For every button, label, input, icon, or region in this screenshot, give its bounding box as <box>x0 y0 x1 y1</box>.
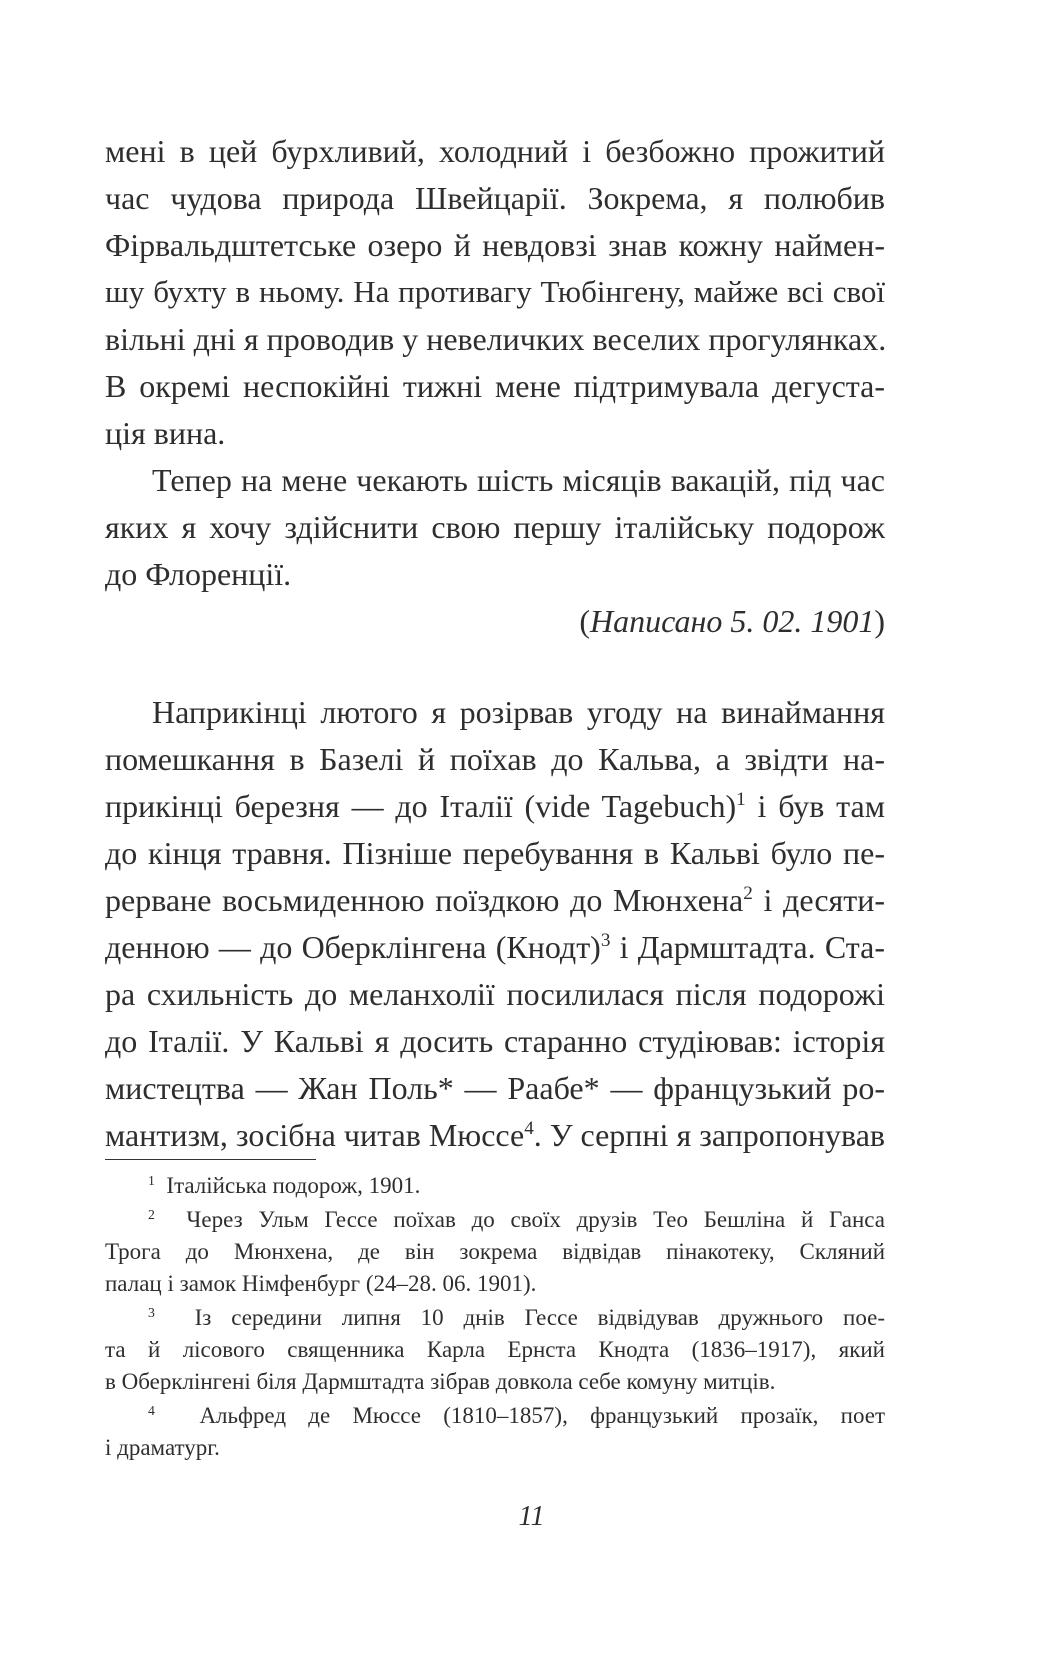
body-line: мені в цей бурхливий, холодний і безбожно прожитий <box>105 133 885 169</box>
footnote-separator <box>105 1159 316 1160</box>
signature-close-paren: ) <box>874 603 885 639</box>
body-line <box>105 1116 885 1154</box>
footnote-line: і драматург. <box>105 1435 220 1460</box>
body-line: Наприкінці лютого я розірвав угоду на винаймання <box>152 694 885 730</box>
body-text: і був там <box>745 788 886 824</box>
footnote-text: Альфред де Мюссе (1810–1857), французький прозаїк, поет <box>199 1403 885 1428</box>
body-text: мантизм, зосібна читав Мюссе <box>105 1117 525 1153</box>
body-line: В окремі неспокійні тижні мене підтримувала дегуста- <box>105 368 885 404</box>
signature-open-paren: ( <box>579 603 590 639</box>
footnote-ref[interactable]: 3 <box>600 930 611 952</box>
footnote-number: 1 <box>148 1172 155 1188</box>
footnote-line: в Оберклінгені біля Дармштадта зібрав довкола себе комуну митців. <box>105 1369 776 1394</box>
footnote-text: Через Ульм Гессе поїхав до своїх друзів Тео Бешліна й Ганса <box>186 1207 885 1232</box>
body-text: і десяти- <box>752 882 885 918</box>
footnote-2 <box>105 1204 885 1236</box>
body-line: ра схильність до меланхолії посилилася після подорожі <box>105 976 885 1012</box>
body-text: . У серпні я запропонував <box>533 1117 886 1153</box>
body-line: до Італії. У Кальві я досить старанно студіював: історія <box>105 1023 885 1059</box>
body-line: мистецтва — Жан Поль* — Раабе* — французький ро- <box>105 1070 885 1106</box>
body-text: денною — до Оберклінгена (Кнодт) <box>105 929 601 965</box>
body-text: прикінці березня — до Італії (vide Tagebuch) <box>105 788 737 824</box>
body-line: Тепер на мене чекають шість місяців вакацій, під час <box>152 462 885 498</box>
body-line <box>105 787 885 825</box>
signature-text: Написано 5. 02. 1901 <box>589 603 875 639</box>
footnote-line: палац і замок Німфенбург (24–28. 06. 1901). <box>105 1271 537 1296</box>
page-number: 11 <box>518 1501 545 1532</box>
footnote-number: 2 <box>148 1206 155 1222</box>
body-text: і Дармштадта. Ста- <box>610 929 886 965</box>
body-text: рерване восьмиденною поїздкою до Мюнхена <box>105 882 744 918</box>
footnote-line: та й лісового священника Карла Ернста Кнодта (1836–1917), який <box>105 1337 885 1362</box>
footnote-3 <box>105 1302 885 1334</box>
body-line: до кінця травня. Пізніше перебування в Кальві було пе- <box>105 835 885 871</box>
footnote-ref[interactable]: 2 <box>743 883 753 905</box>
footnote-number: 3 <box>148 1304 155 1320</box>
body-line: яких я хочу здійснити свою першу італійську подорож <box>105 509 885 545</box>
date-signature <box>105 602 885 640</box>
footnote-text: Італійська подорож, 1901. <box>166 1173 421 1198</box>
footnote-4 <box>105 1400 885 1432</box>
body-line <box>105 881 885 919</box>
footnote-line: Трога до Мюнхена, де він зокрема відвідав пінакотеку, Скляний <box>105 1239 885 1264</box>
body-line: вільні дні я проводив у невеличких веселих прогулянках. <box>105 321 887 357</box>
body-line: час чудова природа Швейцарії. Зокрема, я полюбив <box>105 180 885 216</box>
footnote-ref[interactable]: 1 <box>736 789 746 811</box>
body-line <box>105 928 885 966</box>
footnote-text: Із середини липня 10 днів Гессе відвідував дружнього пое- <box>194 1305 885 1330</box>
body-line: помешкання в Базелі й поїхав до Кальва, а звідти на- <box>105 741 885 777</box>
body-line: шу бухту в ньому. На противагу Тюбінгену, майже всі свої <box>105 274 885 309</box>
body-line: ція вина. <box>105 415 226 451</box>
footnote-1 <box>105 1170 885 1202</box>
footnote-ref[interactable]: 4 <box>524 1118 534 1140</box>
body-line: Фірвальдштетське озеро й невдовзі знав кожну наймен- <box>105 227 885 263</box>
body-line: до Флоренції. <box>105 556 292 592</box>
footnote-number: 4 <box>148 1402 155 1418</box>
